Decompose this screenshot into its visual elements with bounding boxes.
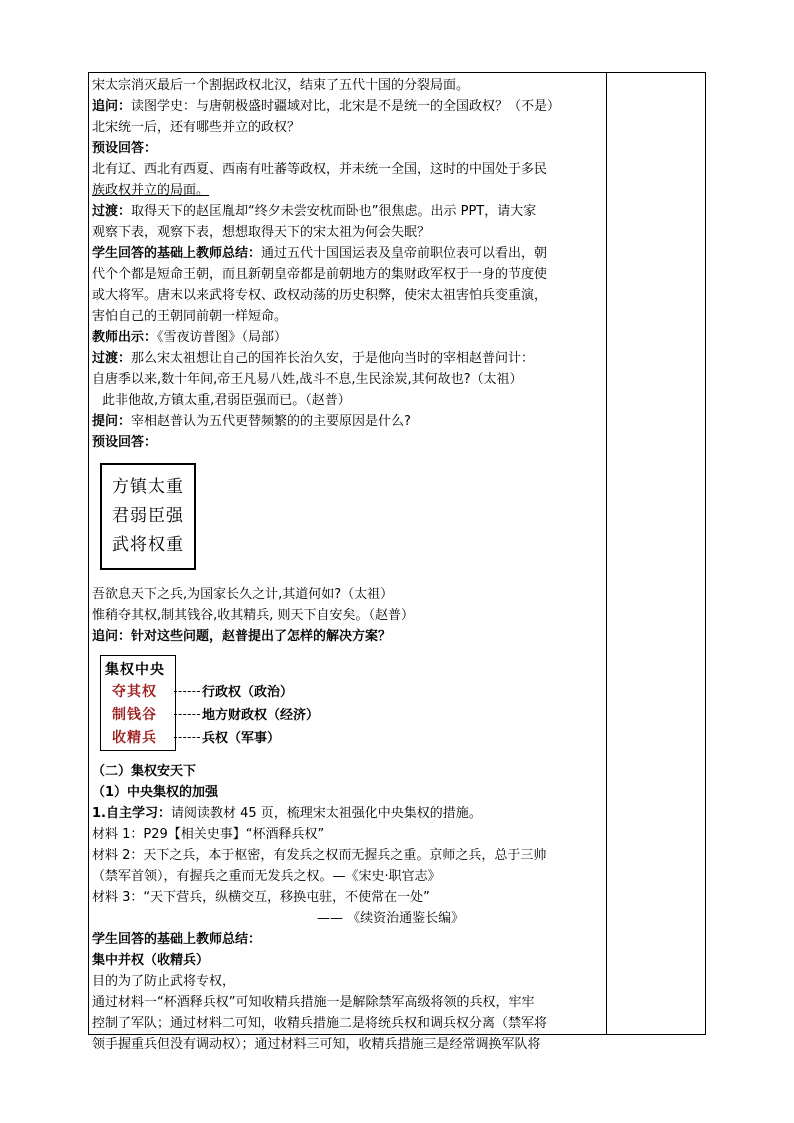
text-line: 预设回答：: [92, 141, 158, 156]
centralization-diagram: [92, 651, 604, 755]
answer-line: 武将权重: [112, 535, 184, 555]
answer-line: 方镇太重: [112, 477, 184, 497]
text-line: 追问：针对这些问题，赵普提出了怎样的解决方案？: [92, 629, 392, 644]
connector-line: [174, 714, 200, 715]
section-heading: （1）中央集权的加强: [92, 785, 219, 800]
lesson-table: [88, 72, 706, 1052]
text-line: 宋太宗消灭最后一个割据政权北汉，结束了五代十国的分裂局面。: [92, 78, 470, 93]
text-line: 过渡：取得天下的赵匡胤却“终夕未尝安枕而卧也”很焦虑。出示 PPT，请大家: [92, 204, 537, 219]
text-line: 通过材料一“杯酒释兵权”可知收精兵措施一是解除禁军高级将领的兵权，牢牢: [92, 995, 535, 1010]
diagram-label: 兵权（军事）: [202, 731, 281, 746]
text-line: 北有辽、西北有西夏、西南有吐蕃等政权，并未统一全国，这时的中国处于多民: [92, 162, 548, 177]
text-line: 过渡：那么宋太祖想让自己的国祚长治久安，于是他向当时的宰相赵普问计：: [92, 351, 535, 366]
diagram-label: 行政权（政治）: [202, 685, 294, 700]
text-line: 惟稍夺其权,制其钱谷,收其精兵, 则天下自安矣。（赵普）: [92, 608, 415, 623]
section-heading: （二）集权安天下: [92, 764, 197, 779]
text-line: 学生回答的基础上教师总结：: [92, 932, 262, 947]
text-line: 观察下表，观察下表，想想取得天下的宋太祖为何会失眠？: [92, 225, 431, 240]
text-line: 此非他故,方镇太重,君弱臣强而已。（赵普）: [102, 393, 351, 408]
text-line: 追问：读图学史：与唐朝极盛时疆域对比，北宋是不是统一的全国政权？（不是）: [92, 99, 561, 114]
text-line: 目的为了防止武将专权，: [92, 974, 236, 989]
connector-line: [174, 737, 200, 738]
text-line: 代个个都是短命王朝，而且新朝皇帝都是前朝地方的集财政军权于一身的节度使: [92, 267, 548, 282]
text-line: 教师出示：《雪夜访普图》（局部）: [92, 330, 288, 345]
diagram-title: 集权中央: [105, 662, 165, 678]
answer-box: [100, 463, 196, 570]
text-line: 或大将军。唐末以来武将专权、政权动荡的历史积弊，使宋太祖害怕兵变重演，: [92, 288, 548, 303]
diagram-item: 制钱谷: [112, 707, 157, 723]
text-line: 领手握重兵但没有调动权）；通过材料三可知，收精兵措施三是经常调换军队将: [92, 1037, 541, 1052]
text-line: 族政权并立的局面。: [92, 183, 210, 198]
text-line: 控制了军队；通过材料二可知，收精兵措施二是将统兵权和调兵权分离（禁军将: [92, 1016, 548, 1031]
text-line: 集中并权（收精兵）: [92, 953, 210, 968]
diagram-item: 夺其权: [112, 684, 157, 700]
text-line: 材料 3：“天下营兵，纵横交互，移换屯驻，不使常在一处”: [92, 890, 430, 905]
text-line: 材料 1：P29【相关史事】“杯酒释兵权”: [92, 827, 325, 842]
diagram-label: 地方财政权（经济）: [202, 708, 320, 723]
text-line: 提问：宰相赵普认为五代更替频繁的的主要原因是什么?: [92, 414, 411, 429]
citation: —— 《续资治通鉴长编》: [317, 911, 465, 926]
text-line: 吾欲息天下之兵,为国家长久之计,其道何如?（太祖）: [92, 587, 394, 602]
text-line: 北宋统一后，还有哪些并立的政权？: [92, 120, 301, 135]
connector-line: [174, 691, 200, 692]
text-line: 预设回答：: [92, 435, 158, 450]
text-line: 1.自主学习：请阅读教材 45 页，梳理宋太祖强化中央集权的措施。: [92, 806, 482, 821]
diagram-item: 收精兵: [112, 730, 157, 746]
text-line: 学生回答的基础上教师总结：通过五代十国国运表及皇帝前职位表可以看出，朝: [92, 246, 548, 261]
text-line: 材料 2：天下之兵，本于枢密，有发兵之权而无握兵之重。京师之兵，总于三帅: [92, 848, 547, 863]
answer-line: 君弱臣强: [112, 506, 184, 526]
text-line: 自唐季以来,数十年间,帝王凡易八姓,战斗不息,生民涂炭,其何故也?（太祖）: [92, 372, 523, 387]
text-line: 害怕自己的王朝同前朝一样短命。: [92, 309, 288, 324]
lesson-content: [92, 75, 604, 1055]
column-divider: [606, 73, 607, 1034]
text-line: （禁军首领），有握兵之重而无发兵之权。—《宋史·职官志》: [92, 869, 441, 884]
